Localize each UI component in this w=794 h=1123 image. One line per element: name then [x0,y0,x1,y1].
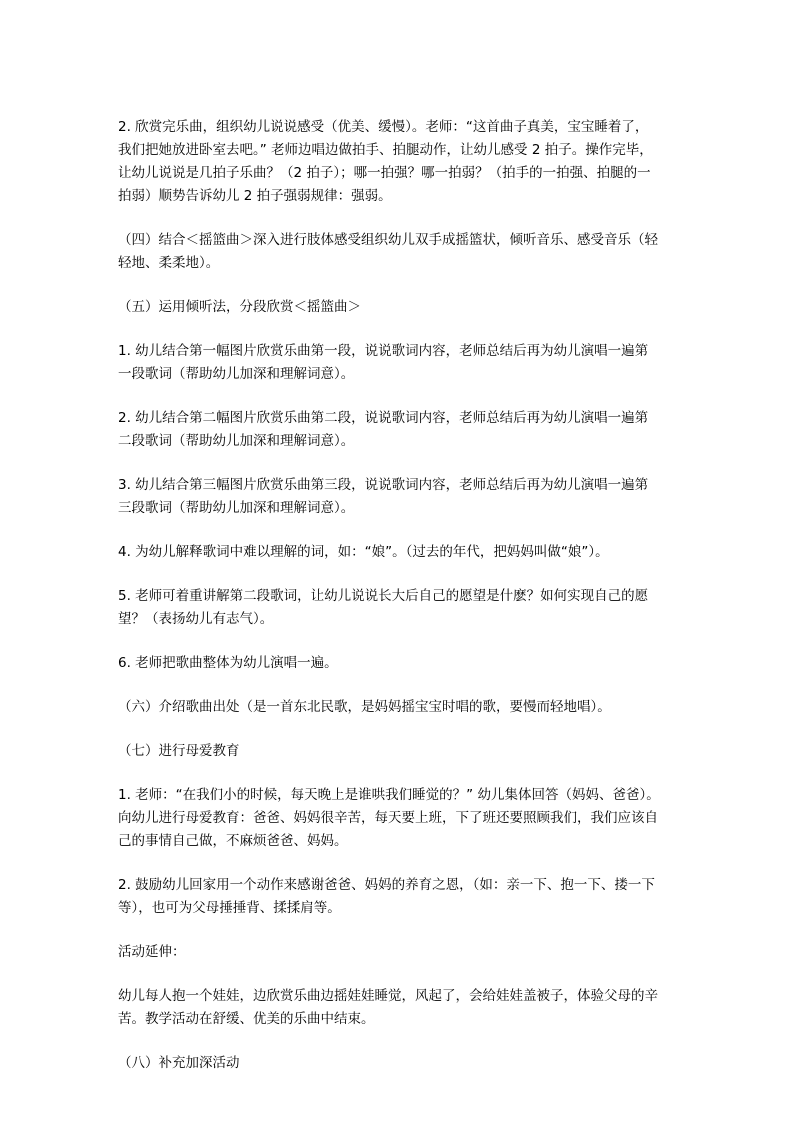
text-line: （五）运用倾听法，分段欣赏＜摇篮曲＞ [118,299,361,315]
list-item-second-verse [118,585,678,631]
text-line: 2. 鼓励幼儿回家用一个动作来感谢爸爸、妈妈的养育之恩，（如：亲一下、抱一下、搂一下 [118,877,655,893]
activity-extension-heading [118,941,678,964]
list-item-segment-one [118,340,678,386]
text-line: 3. 幼儿结合第三幅图片欣赏乐曲第三段，说说歌词内容，老师总结后再为幼儿演唱一遍第 [118,477,649,493]
text-line: 向幼儿进行母爱教育：爸爸、妈妈很辛苦，每天要上班，下了班还要照顾我们，我们应该自 [118,810,658,826]
text-line: 二段歌词（帮助幼儿加深和理解词意）。 [118,433,355,449]
text-line: 6. 老师把歌曲整体为幼儿演唱一遍。 [118,655,338,671]
section-heading-four [118,229,678,275]
text-line: 轻地、柔柔地）。 [118,255,220,271]
list-item-explain-words [118,541,678,564]
text-line: 让幼儿说说是几拍子乐曲？（2 拍子）；哪一拍强？哪一拍弱？（拍手的一拍强、拍腿的一 [118,165,651,181]
text-line: （四）结合＜摇篮曲＞深入进行肢体感受组织幼儿双手成摇篮状，倾听音乐、感受音乐（轻 [118,232,658,248]
section-heading-eight [118,1052,678,1075]
text-line: 1. 幼儿结合第一幅图片欣赏乐曲第一段，说说歌词内容，老师总结后再为幼儿演唱一遍第 [118,343,649,359]
text-line: 2. 欣赏完乐曲，组织幼儿说说感受（优美、缓慢）。老师：“这首曲子真美，宝宝睡着了， [118,119,649,135]
list-item-thank-parents [118,874,678,920]
list-item-sing-whole [118,652,678,675]
text-line: 活动延伸： [118,944,186,960]
paragraph-appreciation-feelings [118,116,678,208]
text-line: 4. 为幼儿解释歌词中难以理解的词，如：“娘”。（过去的年代，把妈妈叫做“娘”）。 [118,544,609,560]
text-line: 三段歌词（帮助幼儿加深和理解词意）。 [118,500,355,516]
text-line: 1. 老师：“在我们小的时候，每天晚上是谁哄我们睡觉的？” 幼儿集体回答（妈妈、爸爸）。 [118,787,660,803]
text-line: 己的事情自己做，不麻烦爸爸、妈妈。 [118,833,348,849]
text-line: 望？（表扬幼儿有志气）。 [118,611,274,627]
text-line: （七）进行母爱教育 [118,743,240,759]
document-page [118,116,678,1096]
text-line: 幼儿每人抱一个娃娃，边欣赏乐曲边摇娃娃睡觉，风起了，会给娃娃盖被子，体验父母的辛 [118,988,658,1004]
section-heading-six [118,696,678,719]
text-line: 等），也可为父母捶捶背、揉揉肩等。 [118,900,341,916]
text-line: 拍弱）顺势告诉幼儿 2 拍子强弱规律：强弱。 [118,188,392,204]
activity-extension-body [118,985,678,1031]
text-line: 5. 老师可着重讲解第二段歌词，让幼儿说说长大后自己的愿望是什麽？如何实现自己的愿 [118,588,649,604]
section-heading-seven [118,740,678,763]
list-item-segment-three [118,474,678,520]
text-line: 我们把她放进卧室去吧。” 老师边唱边做拍手、拍腿动作，让幼儿感受 2 拍子。操作完毕， [118,142,653,158]
text-line: 一段歌词（帮助幼儿加深和理解词意）。 [118,366,355,382]
list-item-mother-love [118,784,678,853]
section-heading-five [118,296,678,319]
list-item-segment-two [118,407,678,453]
text-line: （八）补充加深活动 [118,1055,240,1071]
text-line: 2. 幼儿结合第二幅图片欣赏乐曲第二段，说说歌词内容，老师总结后再为幼儿演唱一遍第 [118,410,649,426]
text-line: （六）介绍歌曲出处（是一首东北民歌，是妈妈摇宝宝时唱的歌，要慢而轻地唱）。 [118,699,611,715]
text-line: 苦。教学活动在舒缓、优美的乐曲中结束。 [118,1011,375,1027]
